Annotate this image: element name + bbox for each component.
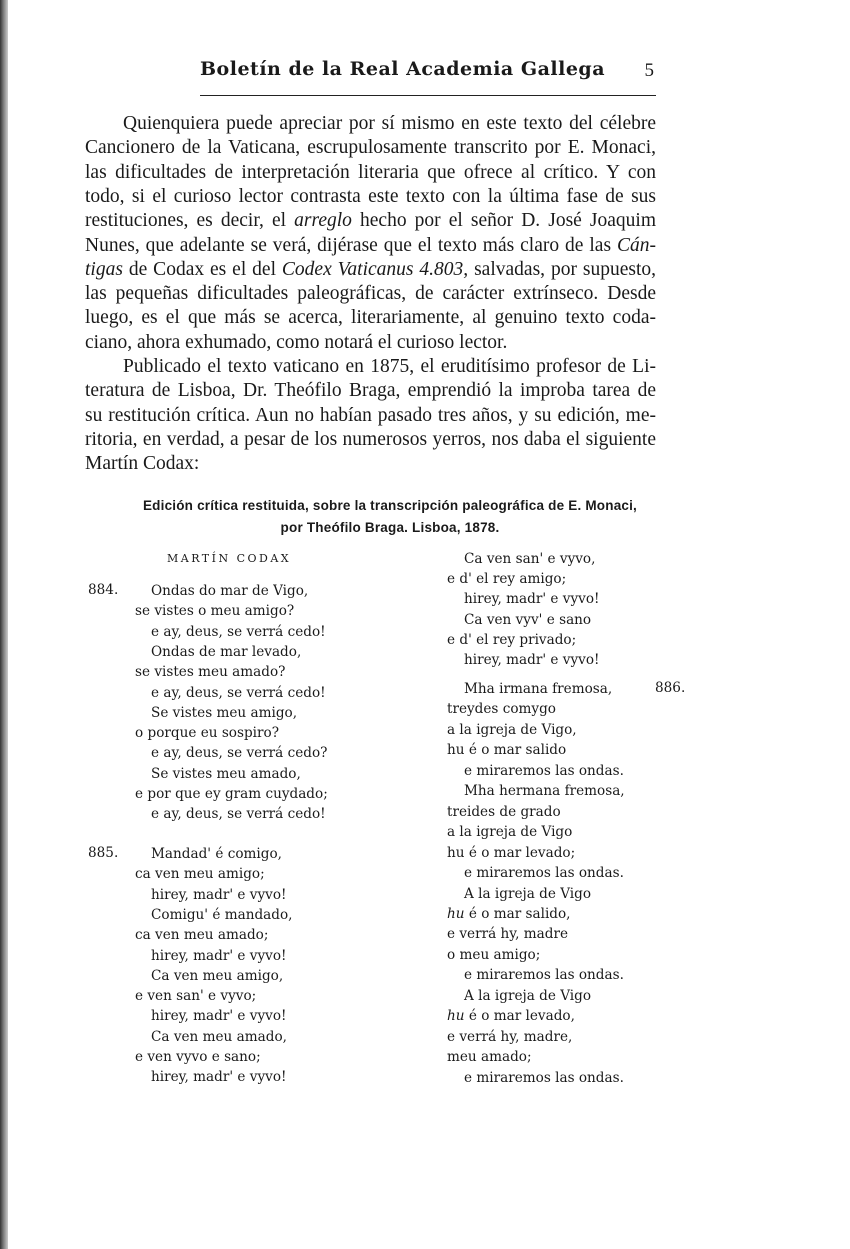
text: e ay, deus, se verrá cedo!: [151, 684, 326, 701]
text: Cancionero de la Vaticana, escrupulosamente transcrito por E. Monaci,: [85, 137, 656, 159]
poem-number-884: 884.: [88, 582, 119, 598]
italic-text: Cán-: [617, 234, 656, 256]
text: las dificultades de interpretación literaria que ofrece al crítico. Y con: [85, 161, 656, 183]
text: Se vistes meu amigo,: [151, 704, 298, 721]
poem-heading: MARTÍN CODAX: [167, 552, 292, 565]
text: Ca ven meu amigo,: [151, 967, 284, 984]
verse-line-884: [151, 704, 297, 722]
verse-line-884: [135, 602, 294, 620]
paragraph-1-line: [85, 161, 656, 185]
verse-line-885: [135, 926, 268, 944]
text: hirey, madr' e vyvo!: [464, 652, 600, 668]
text: Quienquiera puede apreciar por sí mismo en este texto del célebre: [123, 113, 656, 134]
verse-line-886: [464, 762, 624, 780]
text: é o mar salido,: [464, 905, 571, 922]
verse-line-885: [135, 865, 265, 883]
verse-line-886: [464, 782, 625, 800]
verse-line-886: [447, 721, 577, 739]
verse-line-885: [151, 947, 286, 965]
verse-line-886: [464, 680, 612, 698]
caption-line-2: por Theófilo Braga. Lisboa, 1878.: [280, 520, 500, 535]
paragraph-1-line: [85, 136, 656, 160]
text: Ca ven san' e vyvo,: [464, 551, 596, 567]
text: restituciones, es decir, el: [85, 210, 295, 232]
verse-line-886: [447, 1048, 532, 1066]
paragraph-1-line: [85, 185, 656, 209]
verse-line-886: [447, 1007, 575, 1025]
text: ca ven meu amigo;: [135, 866, 265, 883]
verse-line-885: [447, 570, 566, 588]
paragraph-1-line: [85, 306, 656, 330]
italic-text: Codex Vaticanus 4.803,: [281, 258, 469, 280]
text: hirey, madr' e vyvo!: [151, 1069, 287, 1086]
paragraph-2-line: [85, 404, 656, 428]
verse-line-885: [135, 987, 256, 1005]
verse-line-884: [135, 785, 328, 803]
poem-number-886: 886.: [655, 680, 686, 696]
verse-line-885: [135, 1048, 261, 1066]
text: salvadas, por supuesto,: [468, 258, 656, 280]
text: e ay, deus, se verrá cedo?: [151, 745, 328, 762]
text: Ca ven meu amado,: [151, 1028, 287, 1045]
text: de Codax es el del: [122, 258, 282, 280]
text: ciano, ahora exhumado, como notará el curioso lector.: [85, 331, 508, 353]
text: e miraremos las ondas.: [464, 762, 624, 779]
verse-line-885: [151, 1068, 286, 1086]
verse-line-885: [464, 611, 591, 629]
verse-line-886: [447, 1028, 572, 1046]
text: Mandad' é comigo,: [151, 846, 282, 862]
verse-line-884: [151, 744, 327, 762]
verse-line-885: [464, 590, 599, 608]
text: Ondas de mar levado,: [151, 643, 302, 660]
text: A la igreja de Vigo: [464, 885, 592, 902]
text: e verrá hy, madre: [447, 926, 569, 943]
verse-line-885: [151, 845, 282, 863]
text: A la igreja de Vigo: [464, 987, 592, 1004]
verse-line-885: [464, 550, 595, 568]
verse-line-886: [447, 905, 571, 923]
verse-line-885: [464, 651, 599, 669]
paragraph-1-line: [85, 331, 656, 355]
italic-text: hu: [447, 905, 465, 922]
italic-text: arreglo: [294, 210, 352, 232]
verse-line-886: [464, 1069, 624, 1087]
paragraph-1-line: [85, 282, 656, 306]
text: se vistes o meu amigo?: [135, 603, 295, 620]
text: hecho por el señor D. José Joaquim: [351, 210, 656, 232]
text: e d' el rey amigo;: [447, 571, 567, 588]
text: Ondas do mar de Vigo,: [151, 583, 309, 599]
verse-line-886: [464, 864, 624, 882]
text: su restitución crítica. Aun no habían pasado tres años, y su edición, me-: [85, 404, 656, 426]
text: a la igreja de Vigo: [447, 824, 573, 841]
text: e miraremos las ondas.: [464, 1069, 624, 1086]
text: hu é o mar salido: [447, 742, 567, 759]
verse-line-886: [447, 946, 540, 964]
text: hirey, madr' e vyvo!: [151, 886, 287, 903]
paragraph-2-line: [85, 379, 656, 403]
header-rule: [200, 95, 656, 96]
paragraph-2-line: [85, 355, 656, 379]
caption-line-1: Edición crítica restituida, sobre la transcripción paleográfica de E. Monaci,: [142, 498, 638, 513]
italic-text: hu: [447, 1008, 465, 1025]
text: o meu amigo;: [447, 946, 541, 963]
text: e ay, deus, se verrá cedo!: [151, 806, 326, 823]
verse-line-886: [447, 844, 575, 862]
text: Martín Codax:: [85, 453, 200, 475]
text: Ca ven vyv' e sano: [464, 611, 592, 628]
text: ca ven meu amado;: [135, 927, 269, 944]
text: Nunes, que adelante se verá, dijérase que el texto más claro de las: [85, 234, 617, 256]
text: todo, si el curioso lector contrasta este texto con la última fase de sus: [85, 185, 656, 207]
page-number: 5: [644, 60, 654, 81]
text: e ven vyvo e sano;: [135, 1049, 261, 1065]
paragraph-2-line: [85, 452, 656, 476]
paragraph-1-line: [85, 112, 656, 136]
verse-line-884: [151, 643, 301, 661]
verse-line-885: [151, 1007, 286, 1025]
text: a la igreja de Vigo,: [447, 721, 577, 738]
text: ritoria, en verdad, a pesar de los numerosos yerros, nos daba el siguiente: [85, 428, 656, 450]
text: Mha irmana fremosa,: [464, 681, 613, 697]
verse-line-884: [151, 623, 326, 641]
text: Mha hermana fremosa,: [464, 783, 625, 800]
journal-title: Boletín de la Real Academia Gallega: [200, 58, 606, 80]
italic-text: tigas: [85, 258, 123, 280]
text: e ay, deus, se verrá cedo!: [151, 623, 326, 640]
text: hu é o mar levado;: [447, 844, 576, 861]
verse-line-884: [135, 724, 279, 742]
text: hirey, madr' e vyvo!: [151, 947, 287, 964]
verse-line-884: [151, 765, 301, 783]
text: o porque eu sospiro?: [135, 725, 279, 742]
verse-line-885: [151, 967, 283, 985]
paragraph-1-line: [85, 234, 656, 258]
paragraph-1-line: [85, 209, 656, 233]
verse-line-885: [151, 906, 292, 924]
poem-number-885: 885.: [88, 845, 119, 861]
text: meu amado;: [447, 1049, 532, 1066]
verse-line-884: [151, 805, 326, 823]
verse-line-884: [151, 582, 308, 600]
text: teratura de Lisboa, Dr. Theófilo Braga, emprendió la improba tarea de: [85, 380, 656, 402]
verse-line-885: [151, 1028, 287, 1046]
text: é o mar levado,: [464, 1008, 575, 1025]
text: Comigu' é mandado,: [151, 906, 293, 923]
text: e d' el rey privado;: [447, 631, 577, 648]
verse-line-885: [447, 631, 576, 649]
verse-line-886: [447, 823, 572, 841]
text: e ven san' e vyvo;: [135, 988, 257, 1005]
verse-line-885: [151, 886, 286, 904]
text: e miraremos las ondas.: [464, 865, 624, 882]
text: Publicado el texto vaticano en 1875, el eruditísimo profesor de Li-: [123, 356, 656, 377]
verse-line-884: [151, 684, 326, 702]
text: e por que ey gram cuydado;: [135, 786, 328, 802]
text: se vistes meu amado?: [135, 664, 286, 681]
running-header: [200, 58, 660, 88]
text: treides de grado: [447, 803, 561, 820]
text: Se vistes meu amado,: [151, 765, 301, 782]
verse-line-884: [135, 663, 285, 681]
paragraph-2-line: [85, 428, 656, 452]
text: las pequeñas dificultades paleográficas, de carácter extrínseco. Desde: [85, 283, 656, 305]
text: e verrá hy, madre,: [447, 1028, 573, 1045]
verse-line-886: [447, 925, 568, 943]
text: luego, es el que más se acerca, literariamente, al genuino texto coda-: [85, 307, 656, 329]
text: hirey, madr' e vyvo!: [151, 1008, 287, 1025]
scan-edge: [0, 0, 8, 1249]
text: treydes comygo: [447, 701, 556, 718]
verse-line-886: [447, 741, 566, 759]
paragraph-1-line: [85, 258, 656, 282]
verse-line-886: [464, 966, 624, 984]
verse-line-886: [464, 885, 591, 903]
text: e miraremos las ondas.: [464, 967, 624, 984]
verse-line-886: [464, 987, 591, 1005]
verse-line-886: [447, 700, 556, 718]
text: hirey, madr' e vyvo!: [464, 591, 600, 608]
verse-line-886: [447, 803, 561, 821]
